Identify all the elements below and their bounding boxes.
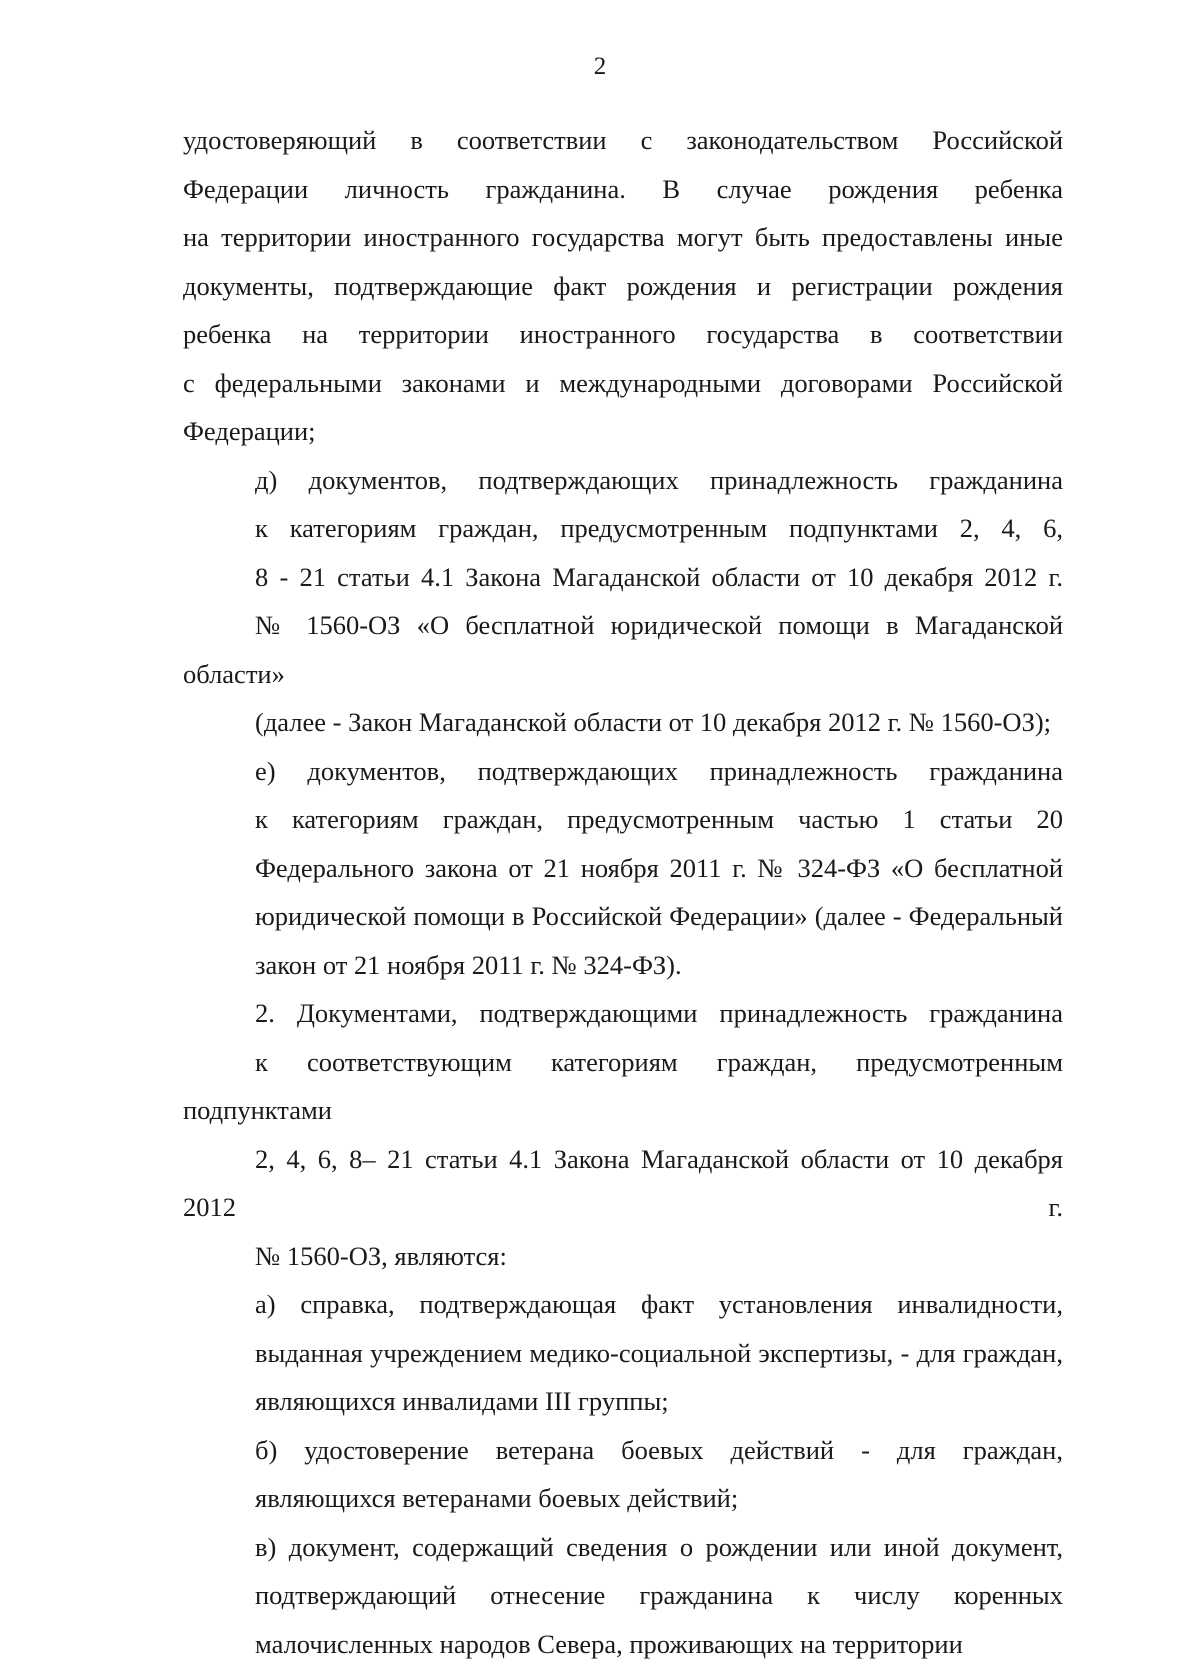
text-line: Федерального закона от 21 ноября 2011 г. № 324-ФЗ «О бесплатной [183,844,1063,893]
paragraph-section-2 [183,989,1063,1280]
text-line: к соответствующим категориям граждан, предусмотренным подпунктами [183,1038,1063,1135]
text-line: документы, подтверждающие факт рождения и регистрации рождения [183,262,1063,311]
text-line: удостоверяющий в соответствии с законодательством Российской [183,116,1063,165]
text-line: малочисленных народов Севера, проживающих на территории [183,1620,1063,1668]
text-line: Федерации личность гражданина. В случае рождения ребенка [183,165,1063,214]
paragraph-id-continuation [183,116,1063,456]
paragraph-item-a [183,1280,1063,1426]
text-line: а) справка, подтверждающая факт установления инвалидности, [183,1280,1063,1329]
text-line: № 1560-ОЗ «О бесплатной юридической помощи в Магаданской области» [183,601,1063,698]
paragraph-item-e [183,747,1063,990]
text-line: с федеральными законами и международными договорами Российской [183,359,1063,408]
text-line: закон от 21 ноября 2011 г. № 324-ФЗ). [183,941,1063,990]
text-line: Федерации; [183,407,1063,456]
text-line: в) документ, содержащий сведения о рождении или иной документ, [183,1523,1063,1572]
text-line: 2, 4, 6, 8– 21 статьи 4.1 Закона Магаданской области от 10 декабря 2012 г. [183,1135,1063,1232]
page-number: 2 [0,52,1200,82]
text-line: к категориям граждан, предусмотренным частью 1 статьи 20 [183,795,1063,844]
text-line: являющихся инвалидами III группы; [183,1377,1063,1426]
document-body [183,116,1063,1668]
paragraph-item-d [183,456,1063,747]
text-line: выданная учреждением медико-социальной экспертизы, - для граждан, [183,1329,1063,1378]
text-line: ребенка на территории иностранного государства в соответствии [183,310,1063,359]
text-line: № 1560-ОЗ, являются: [183,1232,1063,1281]
text-line: д) документов, подтверждающих принадлежность гражданина [183,456,1063,505]
text-line: на территории иностранного государства могут быть предоставлены иные [183,213,1063,262]
text-line: 8 - 21 статьи 4.1 Закона Магаданской области от 10 декабря 2012 г. [183,553,1063,602]
text-line: б) удостоверение ветерана боевых действий - для граждан, [183,1426,1063,1475]
text-line: подтверждающий отнесение гражданина к числу коренных [183,1571,1063,1620]
paragraph-item-v [183,1523,1063,1668]
text-line: юридической помощи в Российской Федерации» (далее - Федеральный [183,892,1063,941]
text-line: е) документов, подтверждающих принадлежность гражданина [183,747,1063,796]
text-line: к категориям граждан, предусмотренным подпунктами 2, 4, 6, [183,504,1063,553]
text-line: (далее - Закон Магаданской области от 10 декабря 2012 г. № 1560-ОЗ); [183,698,1063,747]
text-line: являющихся ветеранами боевых действий; [183,1474,1063,1523]
paragraph-item-b [183,1426,1063,1523]
text-line: 2. Документами, подтверждающими принадлежность гражданина [183,989,1063,1038]
